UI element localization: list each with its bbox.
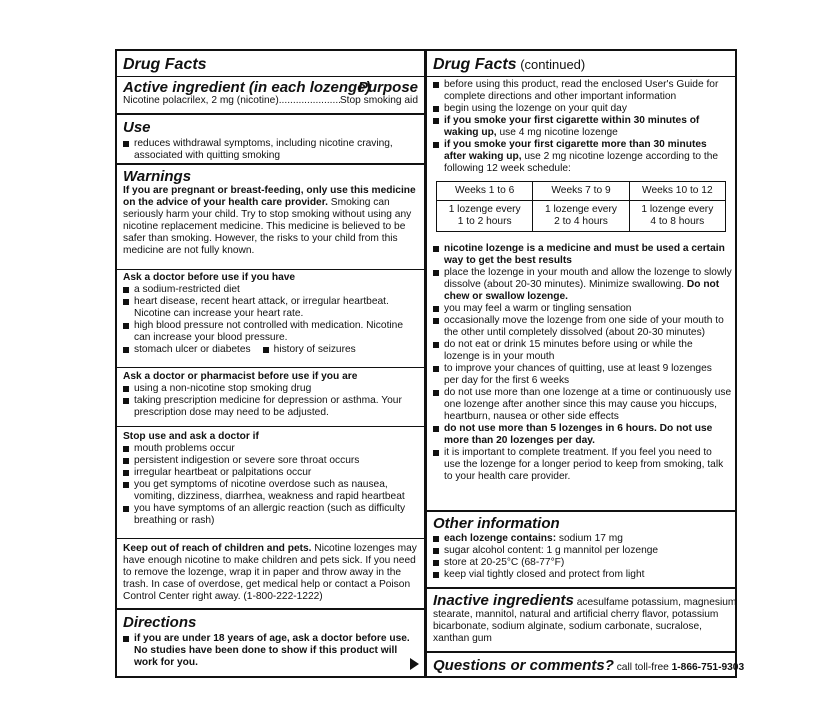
- stop-use-item: mouth problems occur: [123, 443, 418, 455]
- table-row: [437, 201, 726, 232]
- warnings-text: safer than smoking. However, the risks to your child from this: [123, 233, 398, 244]
- drug-facts-title-section: [117, 56, 424, 73]
- active-ingredient-section: [117, 79, 424, 107]
- ask-pharmacist-item-cont: prescription dose may need to be adjusted.: [134, 407, 329, 418]
- active-ingredient-line: Nicotine polacrilex, 2 mg (nicotine)......................: [123, 95, 341, 106]
- directions-item-cont: work for you.: [134, 657, 198, 668]
- ask-pharmacist-item: using a non-nicotine stop smoking drug: [123, 383, 418, 395]
- directions-item-cont: to your health care provider.: [444, 471, 571, 482]
- directions-section: [117, 614, 424, 669]
- directions-item: do not use more than one lozenge at a time or continuously use: [433, 387, 729, 399]
- other-info-bold: each lozenge contains:: [444, 533, 557, 544]
- table-header-cell: Weeks 7 to 9: [533, 182, 629, 201]
- directions-item: nicotine lozenge is a medicine and must be used a certain: [433, 243, 729, 255]
- warnings-heading: Warnings: [123, 168, 192, 185]
- table-cell: [533, 201, 629, 232]
- keep-out-text: to remove the lozenge, wrap it in paper and throw away in the: [123, 567, 402, 578]
- directions-item: if you smoke your first cigarette more than 30 minutes: [433, 139, 729, 151]
- keep-out-text: trash. In case of overdose, get medical help or contact a Poison: [123, 579, 411, 590]
- directions-item: do not use more than 5 lozenges in 6 hours. Do not use: [433, 423, 729, 435]
- stop-use-item: you get symptoms of nicotine overdose such as nausea,: [123, 479, 418, 491]
- inactive-ingredients-text: acesulfame potassium, magnesium: [573, 597, 737, 608]
- ask-doctor-section: [117, 272, 424, 356]
- divider: [427, 510, 735, 512]
- divider: [427, 76, 735, 77]
- directions-item-bold: Do not: [686, 279, 720, 290]
- directions-item: begin using the lozenge on your quit day: [433, 103, 729, 115]
- directions-item-cont: use the lozenge for a longer period to keep from smoking, talk: [444, 459, 724, 470]
- divider: [117, 76, 424, 77]
- ask-doctor-heading: Ask a doctor before use if you have: [123, 272, 296, 283]
- directions-item: occasionally move the lozenge from one side of your mouth to: [433, 315, 729, 327]
- divider: [427, 587, 735, 589]
- divider: [117, 538, 424, 539]
- active-ingredient-purpose: Stop smoking aid: [339, 95, 418, 106]
- directions-item-cont: use 2 mg nicotine lozenge according to the: [521, 151, 719, 162]
- keep-out-text: Nicotine lozenges may: [311, 543, 417, 554]
- table-cell-line: 1 lozenge every: [448, 204, 521, 215]
- directions-item-cont: chew or swallow lozenge.: [444, 291, 568, 302]
- drug-facts-left-panel: [115, 49, 426, 678]
- inactive-ingredients-text: stearate, mannitol, natural and artificial cherry flavor, potassium: [433, 609, 719, 620]
- dosage-schedule-table: [436, 181, 726, 232]
- directions-item: place the lozenge in your mouth and allow the lozenge to slowly: [433, 267, 729, 279]
- directions-item-cont: one lozenge after another since this may cause you hiccups,: [444, 399, 717, 410]
- warnings-text: nicotine replacement medicine. This medicine is believed to be: [123, 221, 406, 232]
- keep-out-heading: Keep out of reach of children and pets.: [123, 543, 312, 554]
- stop-use-item-cont: vomiting, dizziness, diarrhea, weakness and rapid heartbeat: [134, 491, 405, 502]
- divider: [117, 608, 424, 610]
- warnings-text: medicine are not fully known.: [123, 245, 255, 256]
- continued-title-section: [427, 56, 735, 73]
- use-item: reduces withdrawal symptoms, including nicotine craving,: [123, 138, 418, 150]
- directions-item-bold: after waking up,: [444, 151, 522, 162]
- drug-facts-title: Drug Facts: [433, 56, 517, 73]
- warnings-text-bold: on the advice of your health care provider.: [123, 197, 328, 208]
- directions-item: if you smoke your first cigarette within 30 minutes of: [433, 115, 729, 127]
- divider: [117, 113, 424, 115]
- table-header-cell: Weeks 10 to 12: [629, 182, 725, 201]
- stop-use-section: [117, 431, 424, 527]
- continue-arrow-icon: [410, 658, 419, 670]
- directions-item-bold: waking up,: [444, 127, 497, 138]
- divider: [117, 163, 424, 165]
- inactive-ingredients-text: bicarbonate, sodium alginate, sodium carbonate, sucralose,: [433, 621, 702, 632]
- inactive-ingredients-text: xanthan gum: [433, 633, 492, 644]
- directions-item-cont: heartburn, nausea or other side effects: [444, 411, 619, 422]
- keep-out-text: have enough nicotine to make children and pets sick. If you need: [123, 555, 416, 566]
- directions-more-section: [427, 243, 735, 483]
- stop-use-item: persistent indigestion or severe sore throat occurs: [123, 455, 418, 467]
- continued-label: (continued): [516, 57, 586, 72]
- directions-item: before using this product, read the enclosed User's Guide for: [433, 79, 729, 91]
- table-cell-line: 1 to 2 hours: [457, 216, 512, 227]
- directions-item-cont: use 4 mg nicotine lozenge: [496, 127, 618, 138]
- ask-doctor-item: high blood pressure not controlled with medication. Nicotine: [123, 320, 418, 332]
- table-row: [437, 182, 726, 201]
- table-cell: [437, 201, 533, 232]
- stop-use-item-cont: breathing or rash): [134, 515, 215, 526]
- other-information-heading: Other information: [433, 515, 560, 532]
- warnings-section: [117, 168, 424, 257]
- stop-use-item: you have symptoms of an allergic reaction (such as difficulty: [123, 503, 418, 515]
- active-ingredient-heading: Active ingredient (in each lozenge): [123, 79, 371, 96]
- keep-out-section: [117, 543, 424, 603]
- keep-out-text: Control Center right away. (1-800-222-1222): [123, 591, 323, 602]
- table-cell-line: 1 lozenge every: [545, 204, 617, 215]
- other-info-item: sodium 17 mg: [556, 533, 623, 544]
- questions-text: call toll-free: [613, 662, 672, 673]
- directions-item-cont: No studies have been done to show if this product will: [134, 645, 398, 656]
- directions-item: you may feel a warm or tingling sensation: [433, 303, 729, 315]
- divider: [117, 367, 424, 368]
- directions-item-cont: following 12 week schedule:: [444, 163, 571, 174]
- divider: [117, 269, 424, 270]
- warnings-text: Smoking can: [327, 197, 390, 208]
- other-info-item: store at 20-25°C (68-77°F): [433, 557, 729, 569]
- divider: [117, 426, 424, 427]
- other-info-item: keep vial tightly closed and protect from light: [433, 569, 729, 581]
- directions-item-cont: complete directions and other important information: [444, 91, 677, 102]
- purpose-heading: Purpose: [357, 79, 418, 96]
- directions-item: do not eat or drink 15 minutes before using or while the: [433, 339, 729, 351]
- divider: [427, 651, 735, 653]
- directions-item: to improve your chances of quitting, use at least 9 lozenges: [433, 363, 729, 375]
- questions-section: [427, 657, 745, 674]
- warnings-text: seriously harm your child. Try to stop smoking without using any: [123, 209, 412, 220]
- directions-item: if you are under 18 years of age, ask a doctor before use.: [123, 633, 418, 645]
- ask-pharmacist-section: [117, 371, 424, 419]
- other-information-section: [427, 515, 735, 581]
- directions-item: it is important to complete treatment. If you feel you need to: [433, 447, 729, 459]
- inactive-ingredients-heading: Inactive ingredients: [433, 592, 574, 609]
- ask-doctor-item: a sodium-restricted diet: [123, 284, 418, 296]
- directions-item-cont: way to get the best results: [444, 255, 572, 266]
- directions-item-cont: the other until completely dissolved (about 20-30 minutes): [444, 327, 706, 338]
- table-cell: [629, 201, 725, 232]
- phone-number: 1-866-751-9303: [671, 662, 745, 673]
- ask-doctor-item: history of seizures: [263, 344, 356, 356]
- directions-item-cont: more than 20 lozenges per day.: [444, 435, 595, 446]
- inactive-ingredients-section: [427, 592, 735, 645]
- directions-continued-section: [427, 79, 735, 232]
- stop-use-item: irregular heartbeat or palpitations occur: [123, 467, 418, 479]
- ask-pharmacist-heading: Ask a doctor or pharmacist before use if you are: [123, 371, 358, 382]
- warnings-text: If you are pregnant or breast-feeding, only use this medicine: [123, 185, 416, 196]
- directions-item-cont: per day for the first 6 weeks: [444, 375, 570, 386]
- ask-doctor-item-cont: can increase your blood pressure.: [134, 332, 288, 343]
- directions-heading: Directions: [123, 614, 197, 631]
- drug-facts-title: Drug Facts: [123, 56, 207, 73]
- table-cell-line: 1 lozenge every: [641, 204, 714, 215]
- table-cell-line: 4 to 8 hours: [650, 216, 705, 227]
- directions-item-cont: dissolve (about 20-30 minutes). Minimize swallowing.: [444, 279, 687, 290]
- ask-doctor-item-cont: Nicotine can increase your heart rate.: [134, 308, 304, 319]
- stop-use-heading: Stop use and ask a doctor if: [123, 431, 259, 442]
- ask-doctor-item: stomach ulcer or diabetes: [123, 344, 251, 356]
- questions-heading: Questions or comments?: [433, 657, 614, 674]
- other-info-item: sugar alcohol content: 1 g mannitol per lozenge: [433, 545, 729, 557]
- ask-doctor-item: heart disease, recent heart attack, or irregular heartbeat.: [123, 296, 418, 308]
- use-item-cont: associated with quitting smoking: [134, 150, 281, 161]
- ask-pharmacist-item: taking prescription medicine for depression or asthma. Your: [123, 395, 418, 407]
- use-section: [117, 119, 424, 162]
- drug-facts-right-panel: [425, 49, 745, 678]
- table-cell-line: 2 to 4 hours: [554, 216, 608, 227]
- table-header-cell: Weeks 1 to 6: [437, 182, 533, 201]
- use-heading: Use: [123, 119, 151, 136]
- directions-item-cont: lozenge is in your mouth: [444, 351, 555, 362]
